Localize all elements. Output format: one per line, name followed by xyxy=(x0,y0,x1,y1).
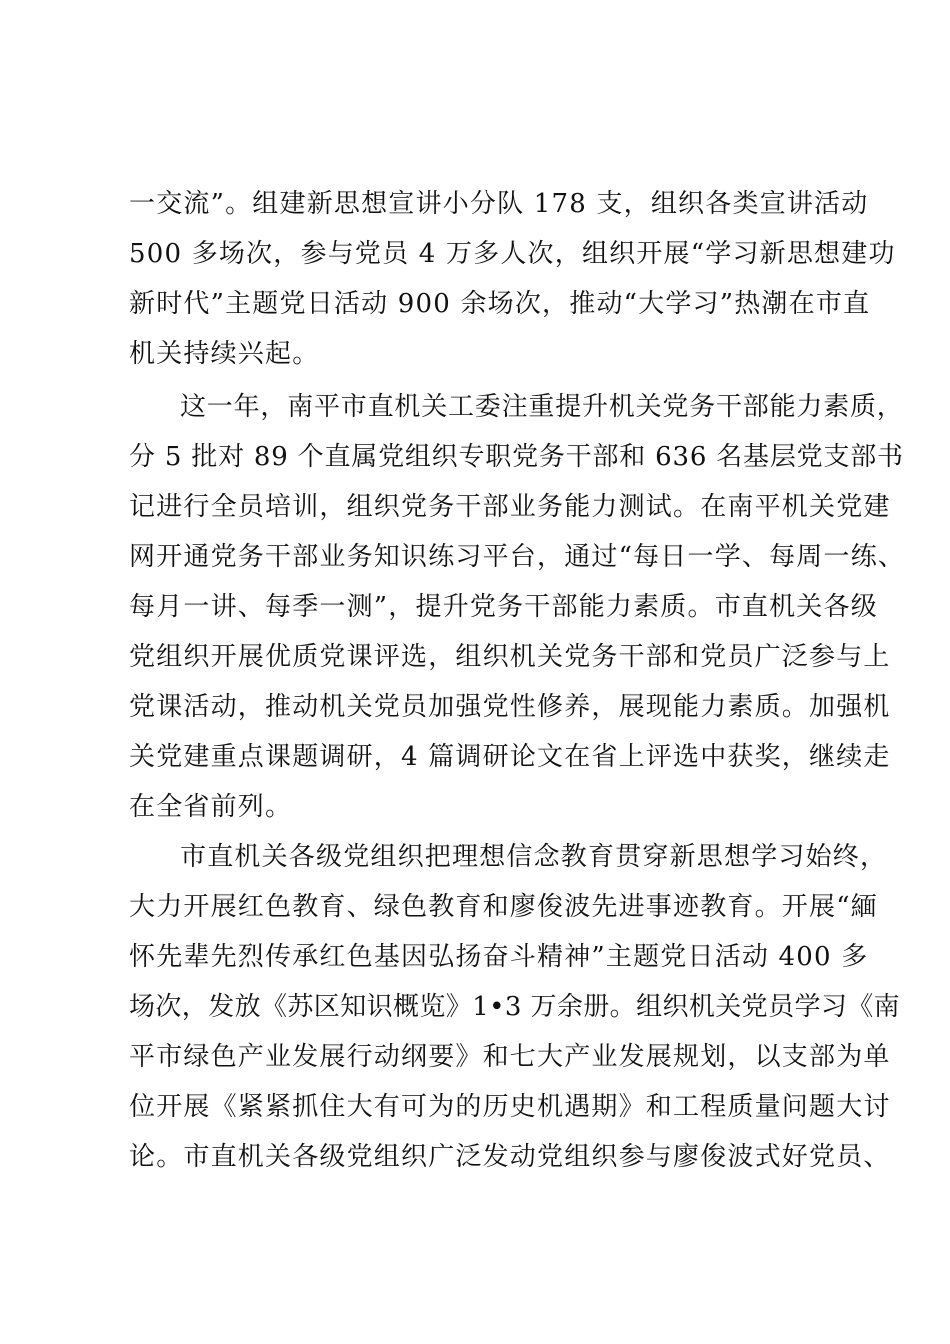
paragraph-2-line-5: 每月一讲、每季一测”，提升党务干部能力素质。市直机关各级 xyxy=(129,592,878,622)
paragraph-3-line-3: 怀先辈先烈传承红色基因弘扬奋斗精神”主题党日活动 400 多 xyxy=(129,942,869,972)
paragraph-2-line-7: 党课活动，推动机关党员加强党性修养，展现能力素质。加强机 xyxy=(129,692,891,722)
paragraph-1-line-3: 新时代”主题党日活动 900 余场次，推动“大学习”热潮在市直 xyxy=(129,289,871,319)
paragraph-3-line-4: 场次，发放《苏区知识概览》1•3 万余册。组织机关党员学习《南 xyxy=(129,992,901,1022)
paragraph-2-line-1: 这一年，南平市直机关工委注重提升机关党务干部能力素质， xyxy=(180,392,904,422)
paragraph-2-line-2: 分 5 批对 89 个直属党组织专职党务干部和 636 名基层党支部书 xyxy=(129,442,904,472)
paragraph-3-line-7: 论。市直机关各级党组织广泛发动党组织参与廖俊波式好党员、 xyxy=(129,1142,891,1172)
paragraph-2-line-4: 网开通党务干部业务知识练习平台，通过“每日一学、每周一练、 xyxy=(129,542,906,572)
paragraph-3-line-5: 平市绿色产业发展行动纲要》和七大产业发展规划，以支部为单 xyxy=(129,1042,891,1072)
paragraph-2-line-3: 记进行全员培训，组织党务干部业务能力测试。在南平机关党建 xyxy=(129,492,891,522)
paragraph-3-line-2: 大力开展红色教育、绿色教育和廖俊波先进事迹教育。开展“緬 xyxy=(129,892,878,922)
paragraph-3-line-1: 市直机关各级党组织把理想信念教育贯穿新思想学习始终， xyxy=(180,842,888,872)
paragraph-1-line-1: 一交流”。组建新思想宣讲小分队 178 支，组织各类宣讲活动 xyxy=(129,189,869,219)
paragraph-1-line-4: 机关持续兴起。 xyxy=(129,339,320,369)
paragraph-1-line-2: 500 多场次，参与党员 4 万多人次，组织开展“学习新思想建功 xyxy=(129,239,896,269)
paragraph-2-line-8: 关党建重点课题调研，4 篇调研论文在省上评选中获奖，继续走 xyxy=(129,742,891,772)
paragraph-2-line-9: 在全省前列。 xyxy=(129,792,293,822)
paragraph-2-line-6: 党组织开展优质党课评选，组织机关党务干部和党员广泛参与上 xyxy=(129,642,891,672)
paragraph-3-line-6: 位开展《紧紧抓住大有可为的历史机遇期》和工程质量问题大讨 xyxy=(129,1092,891,1122)
